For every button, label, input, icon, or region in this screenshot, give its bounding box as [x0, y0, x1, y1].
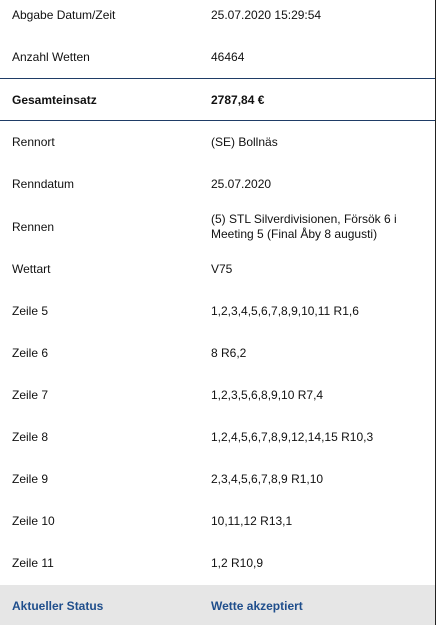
row-label: Zeile 5 [12, 304, 49, 318]
status-value: Wette akzeptiert [211, 599, 303, 613]
row-zeile-8 [0, 415, 435, 457]
row-value: 2,3,4,5,6,7,8,9 R1,10 [211, 472, 324, 486]
row-label: Zeile 6 [12, 346, 49, 360]
row-label: Rennort [12, 135, 55, 149]
row-label: Aktueller Status [12, 599, 104, 613]
row-zeile-6 [0, 331, 435, 373]
row-label: Renndatum [12, 177, 75, 191]
row-value: 8 R6,2 [211, 346, 247, 360]
row-gesamteinsatz [0, 79, 435, 121]
row-zeile-5 [0, 289, 435, 331]
row-value: 1,2,4,5,6,7,8,9,12,14,15 R10,3 [211, 430, 374, 444]
row-value-continued: Meeting 5 (Final Åby 8 augusti) [211, 227, 378, 241]
row-aktueller-status [0, 585, 435, 625]
row-value: 25.07.2020 [211, 177, 272, 191]
row-value: 1,2,3,4,5,6,7,8,9,10,11 R1,6 [211, 304, 359, 318]
row-value: (5) STL Silverdivisionen, Försök 6 i [211, 212, 397, 226]
row-value: 2787,84 € [211, 93, 265, 107]
row-zeile-7 [0, 373, 435, 415]
row-renndatum [0, 163, 435, 205]
row-rennort [0, 121, 435, 163]
row-label: Abgabe Datum/Zeit [12, 8, 116, 22]
row-rennen [0, 205, 435, 247]
row-zeile-9 [0, 457, 435, 499]
row-label: Rennen [12, 220, 55, 234]
row-value: (SE) Bollnäs [211, 135, 278, 149]
row-label: Zeile 10 [12, 514, 55, 528]
row-label: Zeile 7 [12, 388, 49, 402]
row-label: Wettart [12, 262, 51, 276]
row-label: Gesamteinsatz [12, 93, 97, 107]
row-label: Zeile 9 [12, 472, 49, 486]
row-value: 46464 [211, 50, 245, 64]
row-label: Anzahl Wetten [12, 50, 90, 64]
row-label: Zeile 8 [12, 430, 49, 444]
row-value: 1,2 R10,9 [211, 556, 264, 570]
row-value: 25.07.2020 15:29:54 [211, 8, 322, 22]
row-label: Zeile 11 [12, 556, 54, 570]
row-zeile-11 [0, 541, 435, 583]
row-value: 10,11,12 R13,1 [211, 514, 293, 528]
row-value: V75 [211, 262, 233, 276]
row-zeile-10 [0, 499, 435, 541]
row-abgabe-datum-zeit [0, 0, 435, 42]
row-wettart [0, 247, 435, 289]
row-value: 1,2,3,5,6,8,9,10 R7,4 [211, 388, 324, 402]
